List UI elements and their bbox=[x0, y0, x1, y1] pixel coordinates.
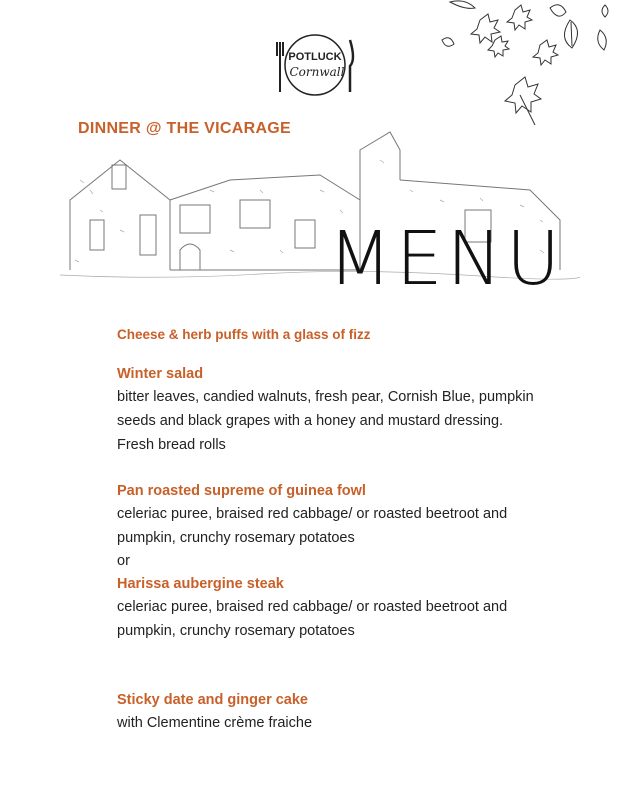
dessert-description bbox=[117, 711, 557, 735]
main2-description bbox=[117, 595, 557, 643]
salad-line: Fresh bread rolls bbox=[117, 437, 226, 453]
main2-line: celeriac puree, braised red cabbage/ or roasted beetroot and bbox=[117, 599, 508, 615]
dessert-title: Sticky date and ginger cake bbox=[117, 692, 308, 708]
or-separator: or bbox=[117, 553, 130, 569]
main2-title: Harissa aubergine steak bbox=[117, 576, 284, 592]
main1-line: pumpkin, crunchy rosemary potatoes bbox=[117, 530, 355, 546]
dessert-line: with Clementine crème fraiche bbox=[117, 715, 313, 731]
svg-text:Cornwall: Cornwall bbox=[289, 65, 345, 79]
potluck-cornwall-logo bbox=[272, 30, 358, 100]
salad-line: seeds and black grapes with a honey and mustard dressing. bbox=[117, 413, 504, 429]
main1-description bbox=[117, 502, 557, 550]
main1-title: Pan roasted supreme of guinea fowl bbox=[117, 483, 366, 499]
event-title: DINNER @ THE VICARAGE bbox=[78, 120, 292, 137]
salad-description bbox=[117, 385, 557, 457]
starter-item: Cheese & herb puffs with a glass of fizz bbox=[117, 327, 371, 342]
svg-text:POTLUCK: POTLUCK bbox=[288, 51, 342, 63]
salad-line: bitter leaves, candied walnuts, fresh pear, Cornish Blue, pumpkin bbox=[117, 389, 534, 405]
main2-line: pumpkin, crunchy rosemary potatoes bbox=[117, 623, 355, 639]
falling-leaves-illustration bbox=[420, 0, 630, 140]
menu-heading: MENU bbox=[328, 216, 565, 302]
main1-line: celeriac puree, braised red cabbage/ or roasted beetroot and bbox=[117, 506, 508, 522]
salad-title: Winter salad bbox=[117, 366, 204, 382]
